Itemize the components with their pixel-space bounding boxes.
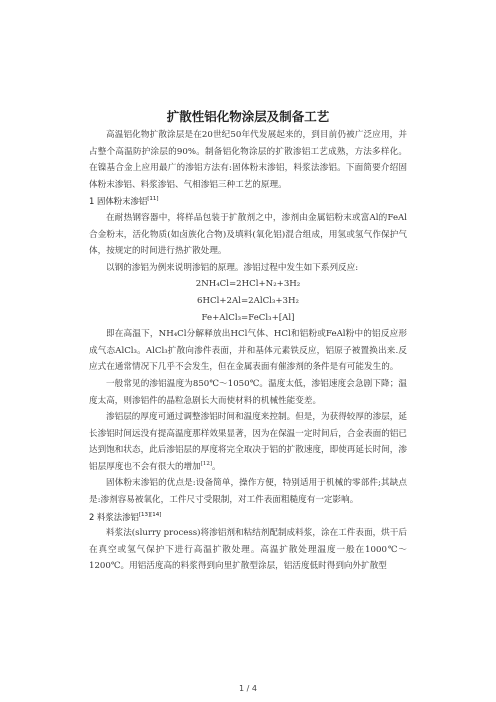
equation-2: 6HCl+2Al=2AlCl₃+3H₂	[197, 295, 299, 306]
section-2-heading-text: 2 料浆法渗铝	[89, 511, 139, 522]
section-2-paragraph-1: 料浆法(slurry process)将渗铝剂和粘结剂配制成料浆，涂在工件表面，烘干后在真空或氢气保护下进行高温扩散处理。高温扩散处理温度一般在1000℃～1200℃。用铝活度高的料浆得到向里扩散型涂层，铝活度低时得到向外扩散型	[89, 528, 407, 572]
section-1-paragraph-3: 即在高温下，NH₄Cl分解释放出HCl气体、HCl和铝粉或FeAl粉中的铝反应形成气态AlCl₃。AlCl₃扩散向渗件表面，并和基体元素铁反应，铝原子被置换出来.反应式在通常情况下几乎不会发生，但在金属表面有催渗剂的条件是有可能发生的。	[89, 329, 407, 373]
document-body	[89, 127, 407, 575]
section-1-paragraph-1: 在耐热钢容器中，将样品包装于扩散剂之中，渗剂由金属铝粉末或富Al的FeAl合金粉末，活化物质(如卤族化合物)及填料(氧化铝)混合组成，用氢或氢气作保护气体，按规定的时间进行热扩散处理。	[89, 212, 407, 257]
section-1-paragraph-6: 固体粉末渗铝的优点是:设备简单，操作方便，特别适用于机械的零部件;其缺点是:渗剂容易被氧化，工件尺寸受限制，对工件表面粗糙度有一定影响。	[89, 478, 407, 506]
section-2-ref: [13][14]	[138, 511, 162, 518]
equation-3: Fe+AlCl₃=FeCl₃+[Al]	[201, 312, 295, 323]
equation-1: 2NH₄Cl=2HCl+N₂+3H₂	[195, 279, 301, 290]
section-2-heading	[89, 509, 407, 526]
document-title: 扩散性铝化物涂层及制备工艺	[166, 109, 330, 124]
section-1-heading	[89, 193, 407, 210]
section-1-paragraph-5-ref: [12]	[200, 460, 213, 467]
section-1-ref: [11]	[147, 196, 159, 203]
intro-paragraph: 高温铝化物扩散涂层是在20世纪50年代发展起来的，到目前仍被广泛应用，并占整个高温防护涂层的90%。制备铝化物涂层的扩散渗铝工艺成熟，方法多样化。在镍基合金上应用最广的渗铝方法有:固体粉末渗铝，料浆法渗铝。下面简要介绍固体粉末渗铝、料浆渗铝、气相渗铝三种工艺的原理。	[89, 130, 407, 190]
section-1-heading-text: 1 固体粉末渗铝	[89, 196, 148, 207]
section-1-paragraph-5	[89, 409, 407, 475]
section-1-paragraph-2: 以钢的渗铝为例来说明渗铝的原理。渗铝过程中发生如下系列反应:	[106, 262, 359, 273]
section-1-paragraph-5-end: 。	[212, 461, 221, 472]
section-1-paragraph-5-text: 渗铝层的厚度可通过调整渗铝时间和温度来控制。但是，为获得较厚的渗层，延长渗铝时间远没有提高温度那样效果显著，因为在保温一定时间后，合金表面的铝已达到饱和状态，此后渗铝层的厚度将完全取决于铝的扩散速度，即使再延长时间，渗铝层厚度也不会有很大的增加	[89, 412, 407, 472]
page-number: 1 / 4	[239, 684, 257, 693]
section-1-paragraph-4: 一般常见的渗铝温度为850℃～1050℃。温度太低，渗铝速度会急剧下降；温度太高，则渗铝件的晶粒急剧长大而使材料的机械性能变差。	[89, 378, 407, 406]
